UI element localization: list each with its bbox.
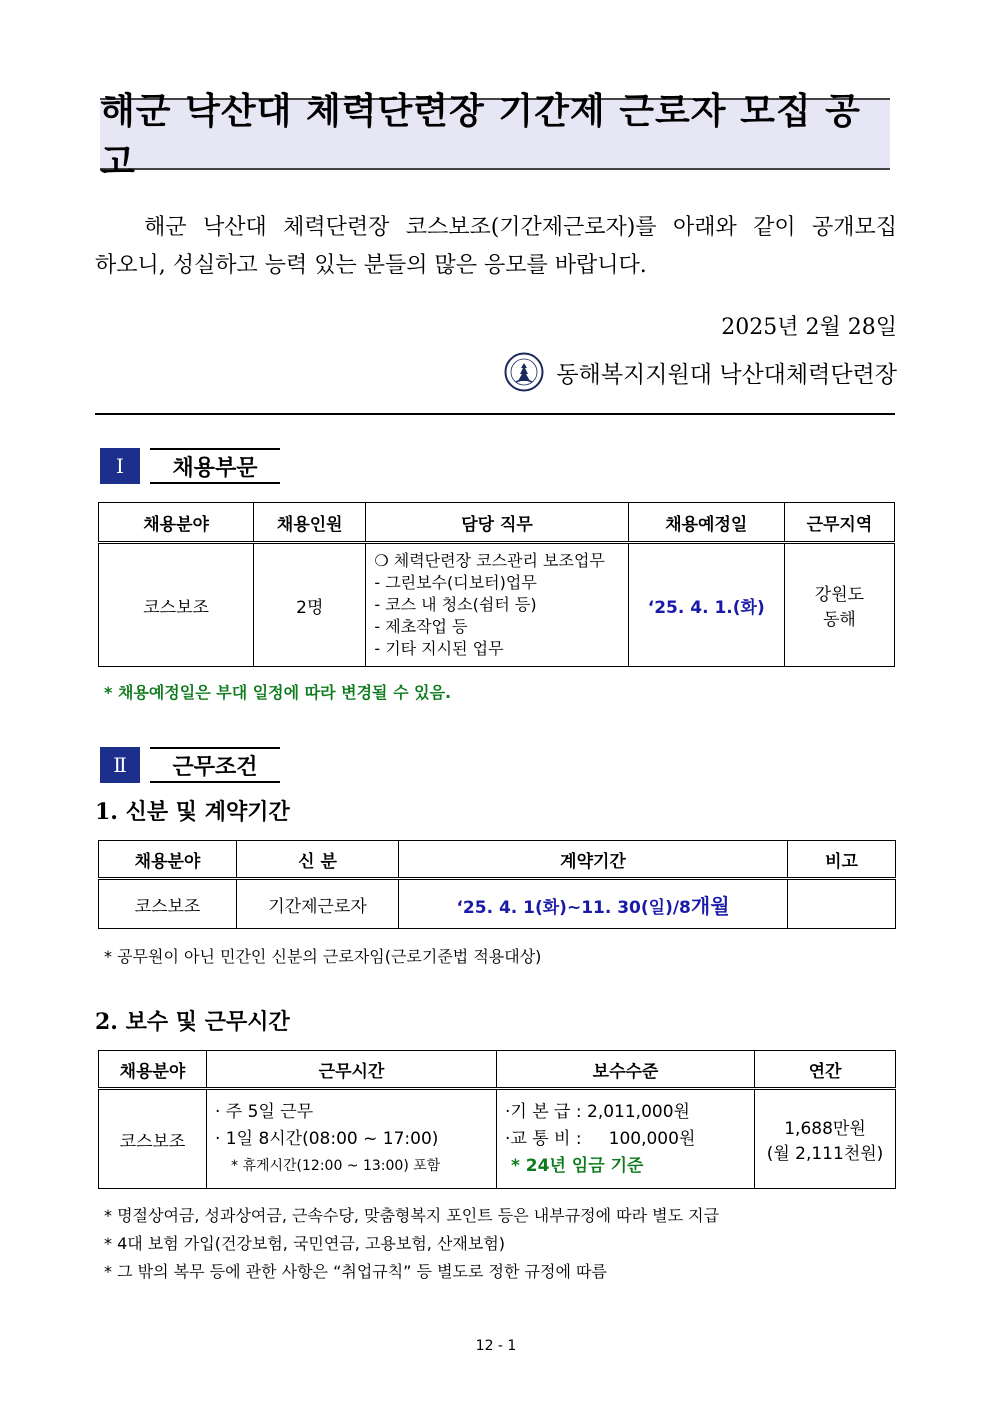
intro-paragraph	[95, 209, 897, 285]
table-header-row	[99, 503, 895, 543]
intro-line-2: 하오니, 성실하고 능력 있는 분들의 많은 응모를 바랍니다.	[95, 253, 647, 278]
organization-name: 동해복지지원대 낙산대체력단련장	[556, 361, 897, 388]
header-cell: 신 분	[237, 841, 399, 879]
field-cell: 코스보조	[99, 879, 237, 929]
region-cell	[784, 543, 894, 667]
table-row	[99, 879, 896, 929]
benefit-note: * 그 밖의 복무 등에 관한 사항은 “취업규칙” 등 별도로 정한 규정에 따름	[104, 1262, 607, 1281]
monthly-pay: (월 2,111천원)	[766, 1144, 884, 1164]
contract-period-cell	[399, 879, 788, 929]
header-cell: 채용분야	[99, 503, 254, 543]
subsection-2-heading: 2. 보수 및 근무시간	[95, 1009, 290, 1035]
header-cell: 채용분야	[99, 841, 237, 879]
pay-level-cell	[497, 1089, 755, 1189]
annual-pay: 1,688만원	[784, 1119, 866, 1139]
work-hours-line: · 주 5일 근무	[215, 1101, 314, 1122]
table-header-row	[99, 1051, 896, 1089]
duty-item: - 코스 내 청소(쉼터 등)	[374, 595, 537, 614]
annual-pay-cell	[755, 1089, 896, 1189]
pay-basis-note: * 24년 임금 기준	[511, 1155, 644, 1176]
header-cell: 채용인원	[254, 503, 366, 543]
rest-time-note: * 휴게시간(12:00 ~ 13:00) 포함	[231, 1157, 441, 1174]
base-pay-line	[505, 1099, 754, 1126]
region-line: 강원도	[814, 585, 865, 605]
contract-period-unit: 개월	[690, 893, 730, 918]
base-pay-value: 2,011,000원	[587, 1101, 690, 1122]
benefits-notes	[104, 1202, 719, 1286]
transport-pay-value: 100,000원	[608, 1128, 696, 1149]
region-line: 동해	[822, 610, 856, 630]
header-cell: 연간	[755, 1051, 896, 1089]
duty-item: - 그린보수(디보터)업무	[374, 573, 537, 592]
recruitment-table	[98, 502, 895, 667]
start-date-cell: ‘25. 4. 1.(화)	[628, 543, 784, 667]
section-1-title: 채용부문	[150, 448, 280, 484]
organization-signature	[504, 352, 897, 392]
contract-period: ‘25. 4. 1(화)~11. 30(일)/8	[456, 897, 691, 918]
duty-item: - 기타 지시된 업무	[374, 639, 504, 658]
header-cell: 계약기간	[399, 841, 788, 879]
status-cell: 기간제근로자	[237, 879, 399, 929]
schedule-note: * 채용예정일은 부대 일정에 따라 변경될 수 있음.	[104, 683, 452, 702]
duty-item: ❍ 체력단련장 코스관리 보조업무	[374, 551, 605, 570]
header-cell: 채용분야	[99, 1051, 207, 1089]
duties-cell	[366, 543, 628, 667]
work-hours-cell	[207, 1089, 497, 1189]
transport-pay-line	[505, 1126, 754, 1153]
table-row	[99, 543, 895, 667]
base-pay-label: ·기 본 급 :	[505, 1101, 582, 1122]
table-row	[99, 1089, 896, 1189]
title-banner	[100, 91, 890, 183]
header-cell: 근무지역	[784, 503, 894, 543]
table-header-row	[99, 841, 896, 879]
subsection-1-heading: 1. 신분 및 계약기간	[95, 799, 290, 825]
work-hours-line: · 1일 8시간(08:00 ~ 17:00)	[215, 1128, 439, 1149]
count-cell: 2명	[254, 543, 366, 667]
page-number: 12 - 1	[475, 1338, 517, 1354]
seal-emblem-icon	[504, 352, 544, 392]
announcement-date: 2025년 2월 28일	[721, 315, 897, 340]
transport-pay-label: ·교 통 비 :	[505, 1128, 582, 1149]
section-1-badge: Ⅰ	[100, 448, 140, 484]
header-divider	[95, 413, 895, 415]
header-cell: 보수수준	[497, 1051, 755, 1089]
section-2-title: 근무조건	[150, 747, 280, 783]
field-cell: 코스보조	[99, 1089, 207, 1189]
header-cell: 담당 직무	[366, 503, 628, 543]
benefit-note: * 4대 보험 가입(건강보험, 국민연금, 고용보험, 산재보험)	[104, 1234, 506, 1253]
intro-line-1: 해군 낙산대 체력단련장 코스보조(기간제근로자)를 아래와 같이 공개모집	[144, 215, 897, 240]
header-cell: 근무시간	[207, 1051, 497, 1089]
remark-cell	[788, 879, 896, 929]
section-2-badge: Ⅱ	[100, 747, 140, 783]
benefit-note: * 명절상여금, 성과상여금, 근속수당, 맞춤형복지 포인트 등은 내부규정에 따라 별도 지급	[104, 1206, 720, 1225]
page-title: 해군 낙산대 체력단련장 기간제 근로자 모집 공고	[100, 91, 861, 183]
contract-table	[98, 840, 896, 929]
header-cell: 비고	[788, 841, 896, 879]
pay-hours-table	[98, 1050, 896, 1189]
header-cell: 채용예정일	[628, 503, 784, 543]
field-cell: 코스보조	[99, 543, 254, 667]
employment-status-note: * 공무원이 아닌 민간인 신분의 근로자임(근로기준법 적용대상)	[104, 947, 542, 966]
duty-item: - 제초작업 등	[374, 617, 468, 636]
